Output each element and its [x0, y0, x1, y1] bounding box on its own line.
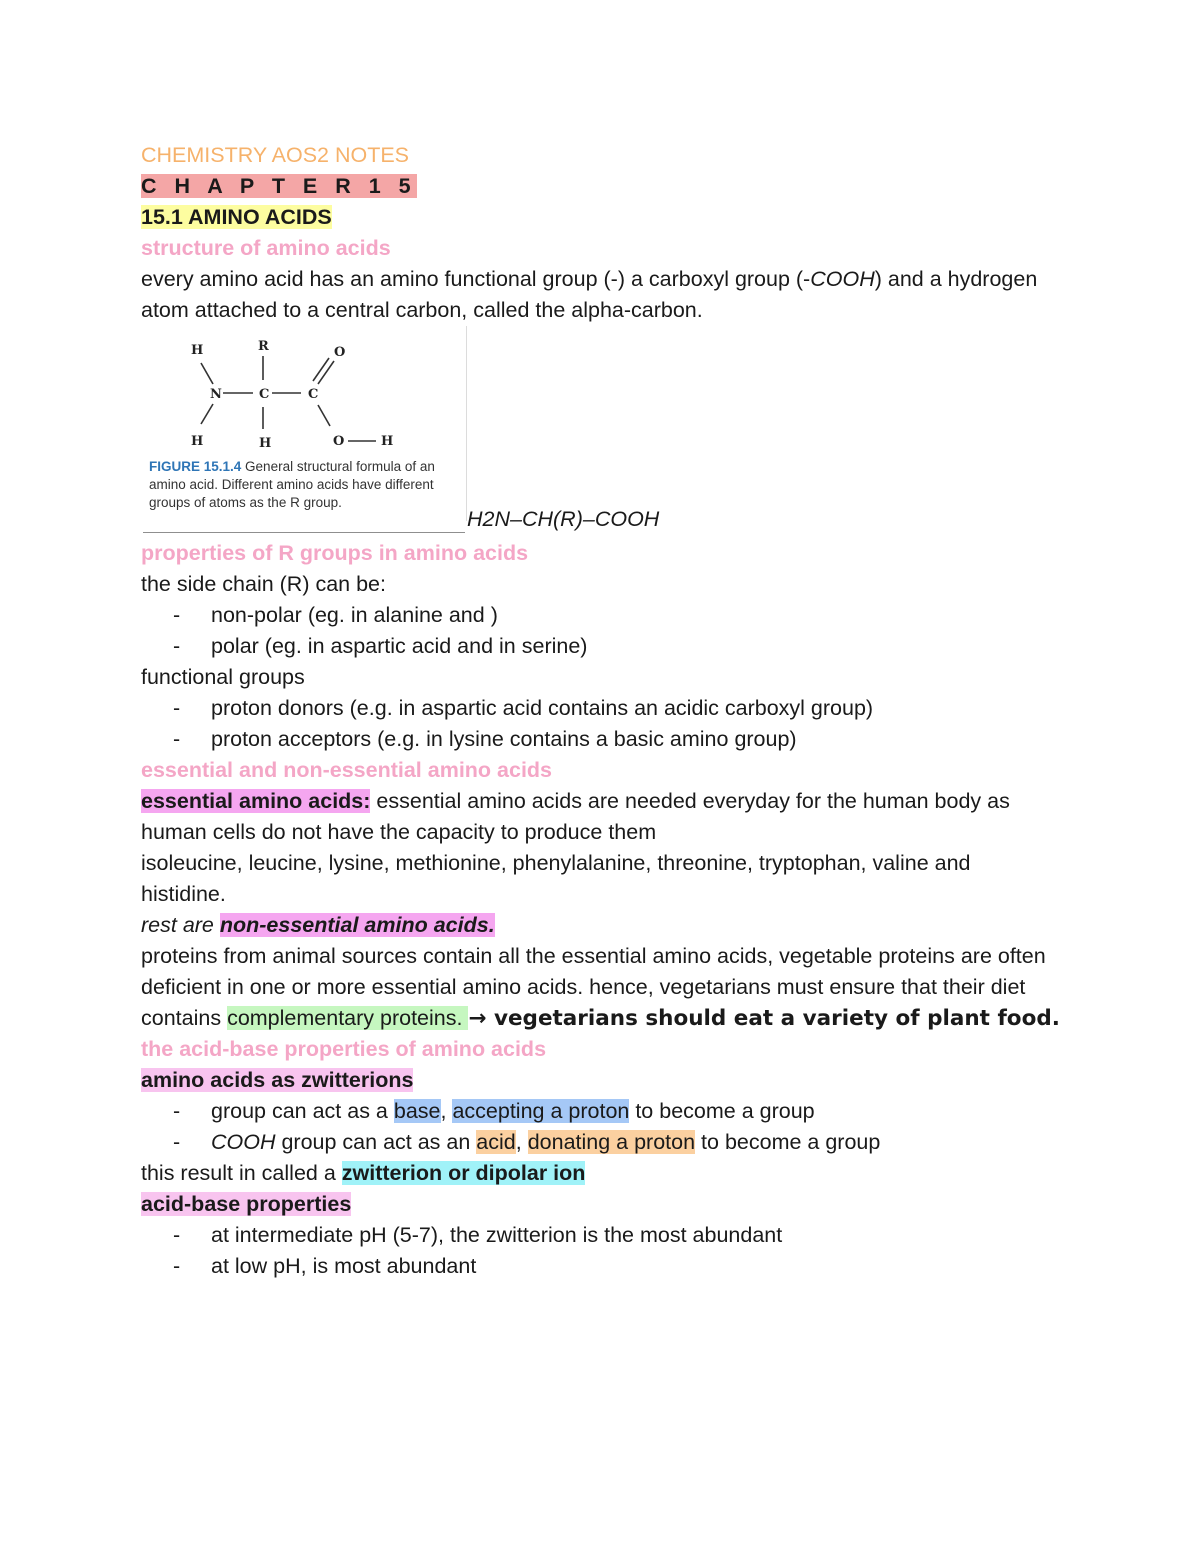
notes-content	[141, 140, 1061, 1282]
list-item: - group can act as a base, accepting a proton to become a group	[173, 1099, 815, 1123]
amino-acid-figure	[143, 332, 465, 533]
condensed-formula: H2N–CH(R)–COOH	[467, 507, 660, 531]
atom-c-carboxyl: C	[308, 387, 319, 402]
rgroups-heading: properties of R groups in amino acids	[141, 541, 529, 565]
result-line: this result in called a zwitterion or dipolar ion	[141, 1161, 586, 1185]
list-item: - non-polar (eg. in alanine and )	[173, 603, 498, 627]
acidbase-label: acid-base properties	[141, 1192, 352, 1216]
atom-h-top-left: H	[191, 343, 204, 358]
section-heading: 15.1 AMINO ACIDS	[141, 205, 332, 229]
figure-divider	[466, 326, 467, 521]
list-item: - at low pH, is most abundant	[173, 1254, 477, 1278]
atom-o-top: O	[334, 345, 346, 360]
essential-list: isoleucine, leucine, lysine, methionine, phenylalanine, threonine, tryptophan, valine and histidine.	[141, 851, 971, 906]
figure-caption: FIGURE 15.1.4 General structural formula of an amino acid. Different amino acids have different groups of atoms as the R group.	[149, 459, 435, 510]
zwitterion-term: zwitterion or dipolar ion	[341, 1161, 586, 1185]
chapter-heading: C H A P T E R 1 5	[141, 174, 417, 198]
essential-label: essential amino acids:	[141, 789, 371, 813]
essential-paragraph: essential amino acids: essential amino acids are needed everyday for the human body as human cells do not have the capacity to produce them	[141, 789, 1010, 844]
cooh-term: COOH	[810, 267, 875, 291]
list-item: - proton acceptors (e.g. in lysine contains a basic amino group)	[173, 727, 797, 751]
list-item: - COOH group can act as an acid, donating a proton to become a group	[173, 1130, 881, 1154]
zwitterion-label: amino acids as zwitterions	[141, 1068, 414, 1092]
accepting-highlight: accepting a proton	[452, 1099, 630, 1123]
atom-h-hydroxyl: H	[381, 434, 394, 449]
bond-c-o-double-2	[318, 361, 334, 384]
list-item: - proton donors (e.g. in aspartic acid contains an acidic carboxyl group)	[173, 696, 874, 720]
atom-n: N	[210, 387, 222, 402]
vegetarian-note: → vegetarians should eat a variety of plant food.	[468, 1006, 1060, 1031]
complementary-highlight: complementary proteins.	[227, 1006, 469, 1030]
base-highlight: base	[393, 1099, 441, 1123]
figure-row	[141, 326, 1061, 538]
list-item: - at intermediate pH (5-7), the zwitterion is the most abundant	[173, 1223, 783, 1247]
acid-highlight: acid	[476, 1130, 516, 1154]
structure-heading: structure of amino acids	[141, 236, 391, 260]
rgroups-intro: the side chain (R) can be:	[141, 572, 386, 596]
atom-r: R	[258, 339, 269, 354]
nonessential-label: non-essential amino acids.	[219, 913, 495, 937]
acidbase-heading: the acid-base properties of amino acids	[141, 1037, 547, 1061]
atom-c-alpha: C	[259, 387, 270, 402]
rest-line: rest are non-essential amino acids.	[141, 913, 495, 937]
atom-h-bottom: H	[259, 436, 272, 451]
list-item: - polar (eg. in aspartic acid and in serine)	[173, 634, 588, 658]
functional-groups-label: functional groups	[141, 665, 305, 689]
proteins-paragraph: proteins from animal sources contain all the essential amino acids, vegetable proteins are often deficient in one or more essential amino acids. hence, vegetarians must ensure that their diet contains complementary proteins. → vegetarians should eat a variety of plant food.	[141, 944, 1060, 1031]
atom-o-bottom: O	[333, 434, 345, 449]
bond-n-h-top	[201, 363, 213, 384]
donating-highlight: donating a proton	[527, 1130, 696, 1154]
essential-heading: essential and non-essential amino acids	[141, 758, 553, 782]
bond-c-o-double-1	[313, 358, 329, 381]
document-title: CHEMISTRY AOS2 NOTES	[141, 143, 410, 167]
atom-h-bottom-left: H	[191, 434, 204, 449]
bond-n-h-bottom	[201, 404, 213, 424]
bond-c-o-single	[318, 405, 330, 426]
structural-formula-diagram	[143, 332, 465, 457]
structure-paragraph: every amino acid has an amino functional group (-) a carboxyl group (-COOH) and a hydrogen atom attached to a central carbon, called the alpha-carbon.	[141, 267, 1038, 322]
